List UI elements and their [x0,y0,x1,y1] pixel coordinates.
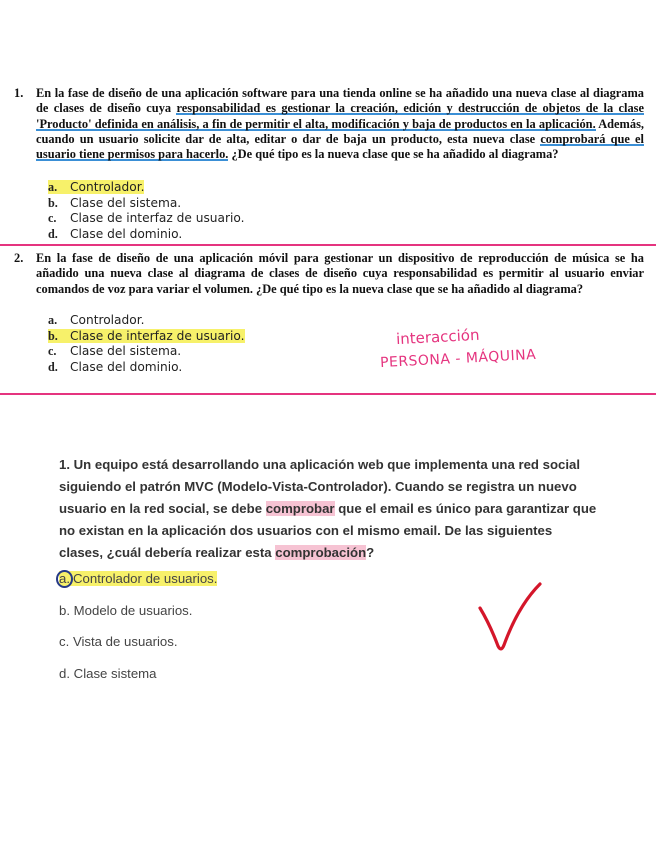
handwritten-note-persona-maquina: PERSONA - MÁQUINA [379,346,537,372]
question-1 [14,86,644,162]
q3-option-c[interactable] [59,631,217,663]
q1-option-b[interactable] [48,196,245,212]
question-2-number: 2. [14,251,24,265]
q2-option-a[interactable] [48,313,245,329]
q1-stem-part-a: En la fase de diseño de una aplicación software para una tienda online se ha añadido una nueva clase al diagrama de clases de diseño cuya [36,86,644,116]
question-1-options [48,180,245,242]
q1-option-d[interactable] [48,227,245,243]
q3-option-a-circle [56,570,73,588]
question-2-options [48,313,245,375]
q2-option-b-letter: b. [48,328,58,343]
question-3-stem [59,454,599,564]
q1-stem-part-c: Además, cuando un usuario solicite dar de alta, editar o dar de baja un producto, esta nueva clase [36,116,644,146]
q2-option-a-letter: a. [48,313,58,327]
q1-stem-underlined-permissions: comprobará que el usuario tiene permisos para hacerlo. [36,131,644,162]
checkmark-icon [476,578,546,658]
q2-option-b-text: Clase de interfaz de usuario. [70,328,245,343]
q3-option-b-letter: b. [59,602,70,618]
q2-option-a-text: Controlador. [70,313,145,327]
q3-stem-part-a: 1. Un equipo está desarrollando una aplicación web que implementa una red social siguiendo el patrón MVC (Modelo-Vista-Controlador). Cuando se registra un nuevo usuario en la red social, se debe [59,457,581,516]
q1-stem-part-e: ¿De qué tipo es la nueva clase que se ha añadido al diagrama? [228,147,559,162]
q2-option-d[interactable] [48,360,245,376]
q1-stem-underlined-responsibility: responsabilidad es gestionar la creación, edición y destrucción de objetos de la clase 'Producto' definida en análisis, a fin de permitir el alta, modificación y baja de productos en la aplicación. [36,101,644,131]
q1-option-b-letter: b. [48,195,58,210]
q3-highlight-comprobar: comprobar [265,501,335,516]
q3-option-d-letter: d. [59,665,70,681]
q1-option-d-letter: d. [48,226,58,241]
q3-option-c-letter: c. [59,634,70,649]
q3-option-c-text: Vista de usuarios. [72,634,178,649]
q3-option-d-text: Clase sistema [73,665,157,681]
q3-highlight-comprobacion: comprobación [275,545,367,560]
q3-option-b[interactable] [59,600,217,632]
q3-option-b-text: Modelo de usuarios. [73,602,193,618]
q2-option-b[interactable] [48,329,245,345]
handwritten-note-interaccion: interacción [395,325,480,349]
q3-option-d[interactable] [59,663,217,695]
q1-option-c-letter: c. [48,211,57,226]
q1-option-a[interactable] [48,180,245,196]
q3-option-a[interactable] [59,568,217,600]
q1-option-b-text: Clase del sistema. [70,195,182,210]
q1-option-a-text: Controlador. [70,180,145,194]
pink-divider-1 [0,244,656,246]
q1-option-c[interactable] [48,211,245,227]
q3-stem-part-e: ? [366,545,375,560]
q2-option-d-text: Clase del dominio. [70,359,183,374]
question-1-stem [36,86,644,162]
question-1-number: 1. [14,86,24,100]
question-2-stem: En la fase de diseño de una aplicación móvil para gestionar un dispositivo de reproducción de música se ha añadido una nueva clase al diagrama de clases de diseño cuya responsabilidad es permitir al usuario enviar comandos de voz para variar el volumen. ¿De qué tipo es la nueva clase que se ha añadido al diagrama? [36,251,644,296]
question-2 [14,251,644,297]
q1-option-d-text: Clase del dominio. [70,226,183,241]
question-3-options [59,568,217,694]
q2-option-c-letter: c. [48,344,57,359]
q3-stem-part-c: que el email es único para garantizar que no existan en la aplicación dos usuarios con el mismo email. De las siguientes clases, ¿cuál debería realizar esta [59,501,597,560]
q2-option-c[interactable] [48,344,245,360]
pink-divider-2 [0,393,656,395]
q3-option-a-letter: a. [59,571,70,586]
q1-option-a-letter: a. [48,180,58,194]
q1-option-c-text: Clase de interfaz de usuario. [70,211,245,226]
q2-option-c-text: Clase del sistema. [70,344,182,359]
q3-option-a-text: Controlador de usuarios. [73,571,218,586]
q2-option-d-letter: d. [48,359,58,374]
